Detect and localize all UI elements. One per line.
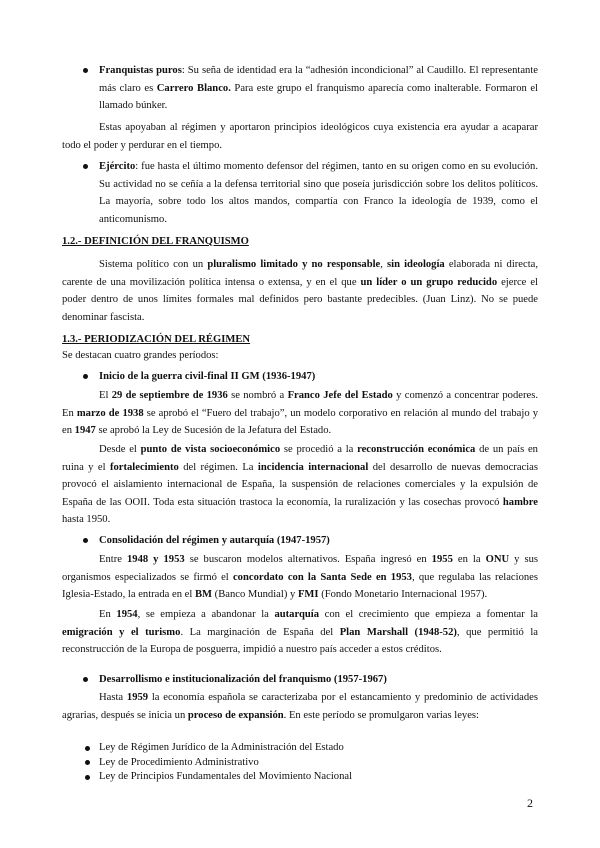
section-heading-periodizacion: 1.3.- PERIODIZACIÓN DEL RÉGIMEN [62, 334, 251, 345]
page-number: 2 [527, 796, 533, 810]
list-item: Ley de Principios Fundamentales del Movimiento Nacional [85, 770, 525, 785]
list-item: Ley de Procedimiento Administrativo [85, 756, 525, 771]
period-3-title: Desarrollismo e institucionalización del franquismo (1957-1967) [99, 671, 538, 689]
period-1-title: Inicio de la guerra civil-final II GM (1936-1947) [99, 368, 538, 386]
period-2-title: Consolidación del régimen y autarquía (1947-1957) [99, 532, 538, 550]
laws-list [85, 741, 525, 785]
paragraph-definicion: Sistema político con un pluralismo limitado y no responsable, sin ideología elaborada ni directa, carente de una movilización política intensa o extensa, y en el que un líder o un grupo reducido ejerce el poder dentro de unos límites formales mal definidos pero bastante predecibles. (Juan Linz). No se puede denominar fascista. [62, 259, 538, 323]
period-1-paragraph-2: Desde el punto de vista socioeconómico se procedió a la reconstrucción económica de un país en ruina y el fortalecimiento del régimen. La incidencia internacional del desarrollo de nuevas democracias provocó el aislamiento internacional de España, la suspensión de relaciones comerciales y la expulsión de España de las OOII. Toda esta situación trastoca la economía, la ruralización y las cosechas provocó hambre hasta 1950. [62, 444, 538, 526]
period-2-paragraph-2: En 1954, se empieza a abandonar la autarquía con el crecimiento que empieza a fomentar la emigración y el turismo. La marginación de España del Plan Marshall (1948-52), que permitió la reconstrucción de la Europa de posguerra, impidió a nuestro país acceder a estos créditos. [62, 609, 539, 656]
paragraph-apoyaban: Estas apoyaban al régimen y aportaron principios ideológicos cuya existencia era ayudar a acaparar todo el poder y perdurar en el tiempo. [62, 122, 538, 151]
section-heading-definicion: 1.2.- DEFINICIÓN DEL FRANQUISMO [62, 236, 249, 247]
list-item: Ley de Régimen Jurídico de la Administración del Estado [85, 741, 525, 756]
period-2-paragraph-1: Entre 1948 y 1953 se buscaron modelos alternativos. España ingresó en 1955 en la ONU y sus organismos especializados se firmó el concordato con la Santa Sede en 1953, que regulaba las relaciones Iglesia-Estado, la entrada en el BM (Banco Mundial) y FMI (Fondo Monetario Internacional 1957). [62, 554, 539, 601]
period-3-paragraph-1: Hasta 1959 la economía española se caracterizaba por el estancamiento y predominio de actividades agrarias, después se inicia un proceso de expansión. En este período se promulgaron varias leyes: [62, 692, 538, 721]
bullet-franquistas-puros: Franquistas puros: Su seña de identidad era la “adhesión incondicional” al Caudillo. El representante más claro es Carrero Blanco. Para este grupo el franquismo aparecía como inalterable. Formaron el llamado búnker. [99, 62, 538, 115]
bullet-ejercito: Ejército: fue hasta el último momento defensor del régimen, tanto en su origen como en su evolución. Su actividad no se ceñía a la defensa territorial sino que poseía jurisdicción sobre los delitos políticos. La mayoría, sobre todo los altos mandos, compartía con Franco la ideología de 1939, como el anticomunismo. [99, 158, 538, 228]
periodizacion-intro: Se destacan cuatro grandes períodos: [62, 350, 219, 361]
period-1-paragraph-1: El 29 de septiembre de 1936 se nombró a Franco Jefe del Estado y comenzó a concentrar poderes. En marzo de 1938 se aprobó el “Fuero del trabajo”, un modelo corporativo en relación al mundo del trabajo y en 1947 se aprobó la Ley de Sucesión de la Jefatura del Estado. [62, 390, 538, 437]
